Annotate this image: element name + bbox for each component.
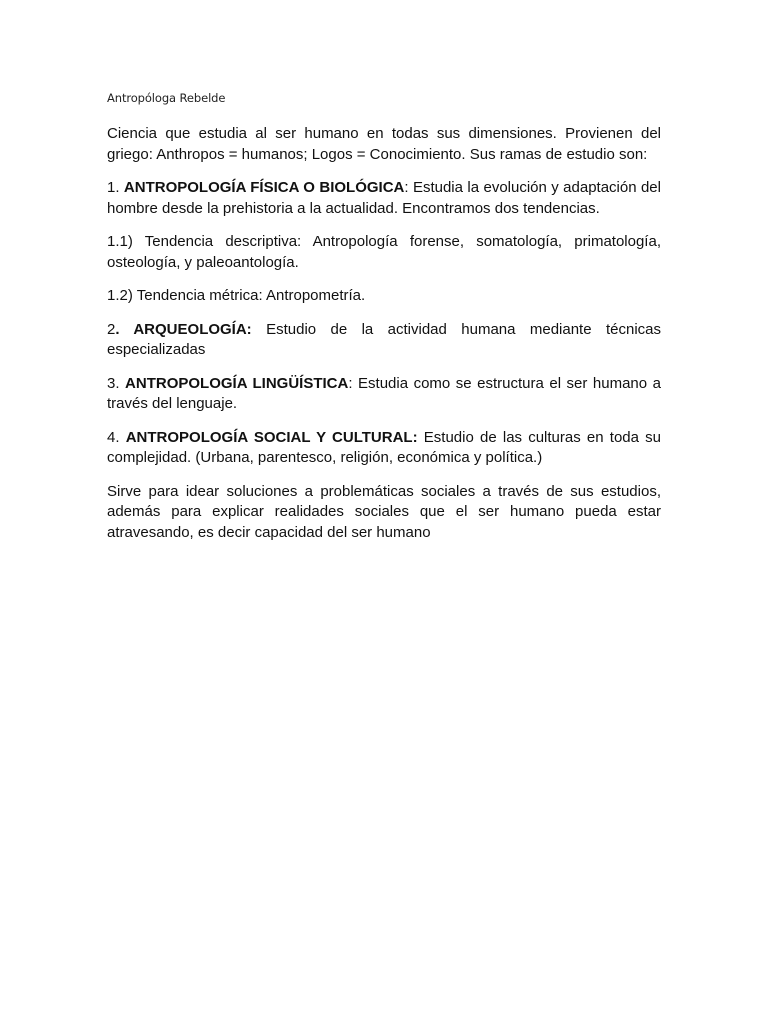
section-text: : Estudia como se estructura el ser humano a través del lenguaje. [107, 374, 661, 412]
document-header-author: Antropóloga Rebelde [107, 91, 226, 105]
section-linguistic-anthropology [107, 374, 661, 415]
subsection-metric: 1.2) Tendencia métrica: Antropometría. [107, 287, 366, 304]
section-title: ANTROPOLOGÍA LINGÜÍSTICA [125, 374, 349, 392]
section-number: 2 [107, 320, 116, 338]
section-number: 4. [107, 428, 126, 446]
section-social-cultural-anthropology [107, 428, 661, 469]
section-archaeology [107, 320, 661, 361]
conclusion-paragraph: Sirve para idear soluciones a problemáticas sociales a través de sus estudios, además para explicar realidades sociales que el ser humano pueda estar atravesando, es decir capacidad del ser humano [107, 482, 661, 541]
subsection-descriptive: 1.1) Tendencia descriptiva: Antropología forense, somatología, primatología, osteología, y paleoantología. [107, 233, 661, 271]
section-title: . ARQUEOLOGÍA: [115, 320, 252, 338]
section-title: ANTROPOLOGÍA FÍSICA O BIOLÓGICA [123, 179, 405, 196]
section-physical-anthropology [107, 178, 661, 219]
section-number: 3. [107, 374, 126, 392]
section-text: : Estudia la evolución y adaptación del hombre desde la prehistoria a la actualidad. Encontramos dos tendencias. [107, 179, 661, 217]
section-text: Estudio de las culturas en toda su complejidad. (Urbana, parentesco, religión, económica y política.) [107, 428, 661, 466]
intro-paragraph: Ciencia que estudia al ser humano en todas sus dimensiones. Provienen del griego: Anthropos = humanos; Logos = Conocimiento. Sus ramas de estudio son: [107, 125, 661, 163]
section-text: Estudio de la actividad humana mediante técnicas especializadas [107, 320, 661, 358]
section-title: ANTROPOLOGÍA SOCIAL Y CULTURAL: [125, 428, 418, 446]
document-body [107, 124, 661, 556]
section-number: 1. [107, 179, 124, 196]
